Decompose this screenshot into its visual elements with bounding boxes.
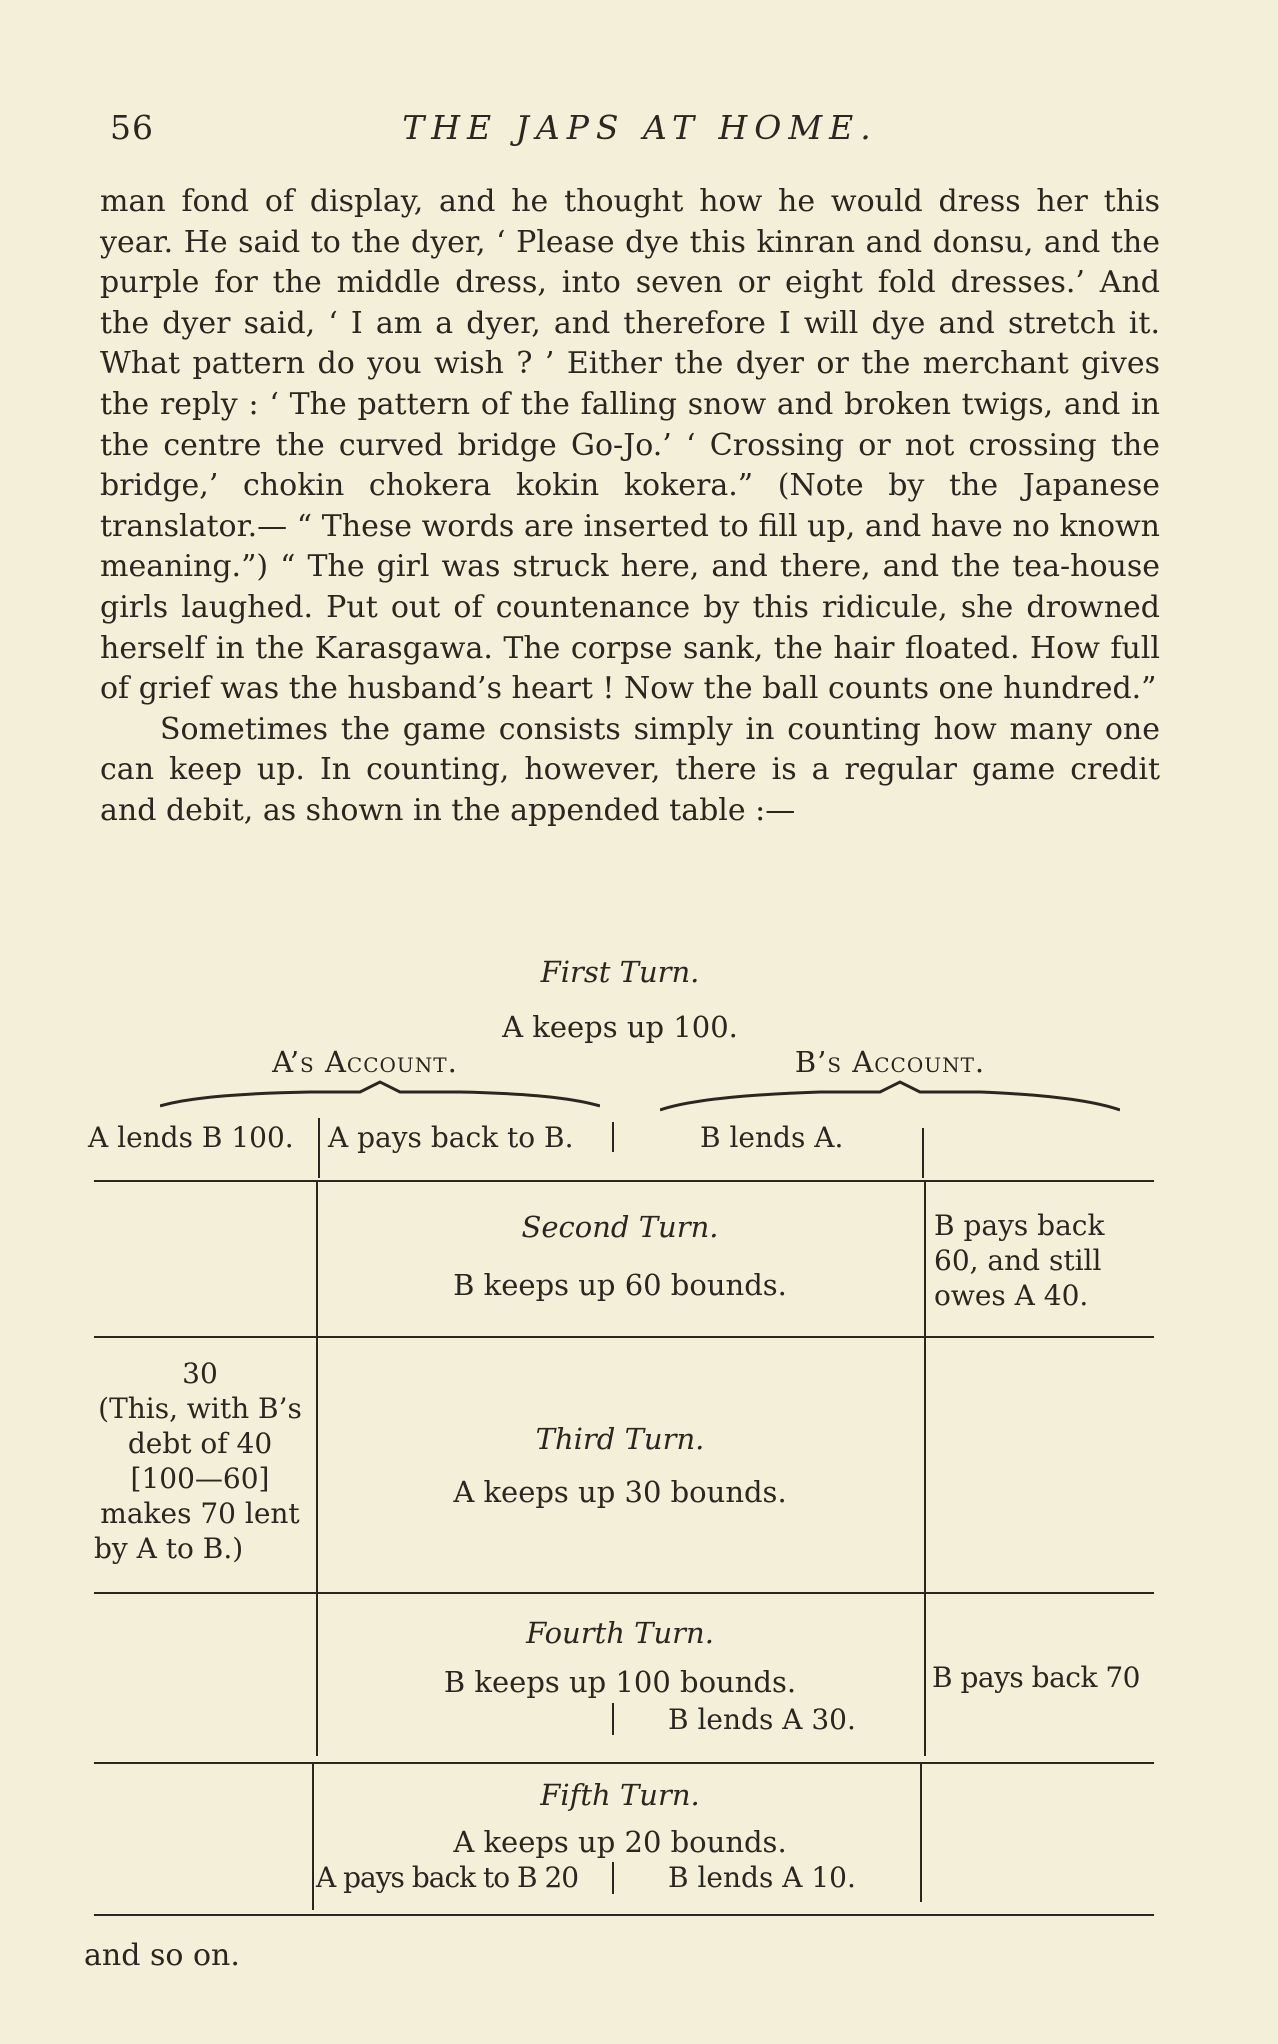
- col-divider-1a: [318, 1118, 320, 1178]
- col-divider-2b: [924, 1180, 926, 1336]
- b-lends-cell: B lends A.: [700, 1121, 844, 1154]
- b-account-brace: [660, 1080, 1120, 1114]
- col-divider-4b: [924, 1592, 926, 1756]
- third-left-2: (This, with B’s: [98, 1392, 302, 1425]
- a-account-heading: A’s Account.: [272, 1045, 458, 1079]
- col-divider-4c: [612, 1703, 614, 1735]
- fourth-turn-title: Fourth Turn.: [526, 1616, 714, 1650]
- row-rule-5: [94, 1914, 1154, 1916]
- body-text: [100, 182, 1160, 832]
- b-account-heading: B’s Account.: [794, 1045, 986, 1079]
- third-left-5: makes 70 lent: [100, 1497, 300, 1530]
- third-left-1: 30: [182, 1357, 218, 1390]
- fifth-turn-title: Fifth Turn.: [540, 1778, 700, 1812]
- first-turn-line: A keeps up 100.: [502, 1010, 738, 1044]
- row-rule-2: [94, 1336, 1154, 1338]
- fifth-a-pays: A pays back to B 20: [316, 1861, 579, 1894]
- fourth-right: B pays back 70: [932, 1661, 1140, 1694]
- page-number: 56: [110, 108, 154, 147]
- paragraph-2: Sometimes the game consists simply in counting how many one can keep up. In counting, however, there is a regular game credit and debit, as shown in the appended table :—: [100, 711, 1160, 828]
- col-divider-4a: [316, 1592, 318, 1756]
- paragraph-1: man fond of display, and he thought how he would dress her this year. He said to the dyer, ‘ Please dye this kinran and donsu, and the purple for the middle dress, into seven or eight fold dresses.’ And the dyer said, ‘ I am a dyer, and therefore I will dye and stretch it. What pattern do you wish ? ’ Either the dyer or the merchant gives the reply : ‘ The pattern of the falling snow and broken twigs, and in the centre the curved bridge Go-Jo.’ ‘ Crossing or not crossing the bridge,’ chokin chokera kokin kokera.” (Note by the Japanese translator.— “ These words are inserted to fill up, and have no known meaning.”) “ The girl was struck here, and there, and the tea-house girls laughed. Put out of countenance by this ridicule, she drowned herself in the Karasgawa. The corpse sank, the hair floated. How full of grief was the husband’s heart ! Now the ball counts one hundred.”: [100, 184, 1160, 707]
- third-turn-line: A keeps up 30 bounds.: [453, 1475, 787, 1509]
- col-divider-3b: [924, 1336, 926, 1592]
- row-rule-4: [94, 1762, 1154, 1764]
- second-turn-title: Second Turn.: [521, 1210, 719, 1244]
- running-title: THE JAPS AT HOME.: [402, 108, 878, 147]
- col-divider-1c: [922, 1128, 924, 1178]
- third-turn-title: Third Turn.: [535, 1422, 705, 1456]
- third-left-6: by A to B.): [94, 1532, 244, 1565]
- fourth-turn-line: B keeps up 100 bounds.: [443, 1665, 797, 1699]
- a-pays-cell: A pays back to B.: [328, 1121, 574, 1154]
- fourth-turn-sub: B lends A 30.: [668, 1703, 856, 1736]
- a-account-brace: [160, 1080, 600, 1110]
- second-turn-line: B keeps up 60 bounds.: [453, 1268, 787, 1302]
- col-divider-5c: [612, 1862, 614, 1894]
- row-rule-3: [94, 1592, 1154, 1594]
- second-right-3: owes A 40.: [934, 1279, 1089, 1312]
- first-turn-title: First Turn.: [540, 955, 700, 989]
- second-right-2: 60, and still: [934, 1244, 1102, 1277]
- a-lends-cell: A lends B 100.: [88, 1121, 294, 1154]
- col-divider-1b: [612, 1122, 614, 1152]
- third-left-3: debt of 40: [127, 1427, 273, 1460]
- col-divider-5a: [312, 1762, 314, 1910]
- fifth-turn-line: A keeps up 20 bounds.: [453, 1825, 787, 1859]
- col-divider-2a: [316, 1180, 318, 1336]
- col-divider-3a: [316, 1336, 318, 1592]
- second-right-1: B pays back: [934, 1209, 1105, 1242]
- col-divider-5b: [920, 1762, 922, 1902]
- third-left-4: [100—60]: [130, 1462, 270, 1495]
- fifth-b-lends: B lends A 10.: [668, 1861, 856, 1894]
- closing-text: and so on.: [84, 1938, 240, 1973]
- row-rule-1: [94, 1180, 1154, 1182]
